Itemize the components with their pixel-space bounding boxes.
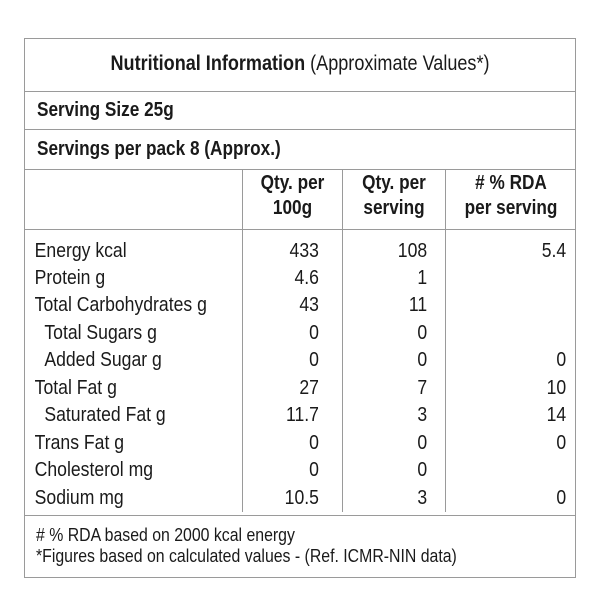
per-serving-value: 108 [397, 240, 428, 262]
nutrient-row-trans-fat [25, 430, 577, 457]
divider [25, 515, 575, 516]
nutrient-row-added-sugar [25, 347, 577, 374]
nutrient-label: Cholesterol mg [34, 459, 154, 481]
nutrient-label: Trans Fat g [34, 432, 125, 454]
per-100g-value: 11.7 [285, 404, 319, 426]
divider [25, 169, 575, 170]
rda-value: 10 [546, 377, 567, 399]
nutrient-label: Sodium mg [34, 487, 124, 509]
per-100g-value: 10.5 [284, 487, 319, 509]
panel-title-bold: Nutritional Information [110, 52, 306, 75]
nutrient-row-protein [25, 265, 577, 292]
column-header-per-100g [250, 171, 335, 229]
per-serving-value: 1 [417, 267, 428, 289]
column-header-line: Qty. per [362, 172, 426, 194]
panel-title [64, 39, 537, 91]
nutrient-label: Total Sugars g [44, 322, 157, 344]
nutrition-facts-panel [24, 38, 576, 578]
nutrient-label: Added Sugar g [44, 349, 162, 371]
rda-value: 0 [556, 349, 567, 371]
rda-value: 14 [546, 404, 567, 426]
footnote-rda: # % RDA based on 2000 kcal energy [36, 525, 295, 545]
footnote-reference: *Figures based on calculated values - (Ref. ICMR-NIN data) [36, 546, 457, 566]
column-header-line: 100g [272, 197, 313, 219]
nutrient-label: Protein g [34, 267, 106, 289]
nutrient-row-saturated-fat [25, 402, 577, 429]
column-header-rda [455, 171, 567, 229]
column-header-line: # % RDA [475, 172, 547, 194]
per-100g-value: 0 [309, 459, 319, 481]
nutrient-row-sodium [25, 485, 577, 512]
serving-size: Serving Size 25g [37, 99, 174, 121]
column-header-per-serving [350, 171, 438, 229]
nutrient-row-total-fat [25, 375, 577, 402]
nutrient-label: Total Carbohydrates g [34, 294, 207, 316]
per-100g-value: 433 [289, 240, 319, 262]
rda-value: 0 [556, 487, 567, 509]
nutrient-row-total-sugars [25, 320, 577, 347]
divider [25, 229, 575, 230]
per-serving-value: 0 [417, 432, 428, 454]
nutrient-row-cholesterol [25, 457, 577, 484]
per-serving-value: 3 [417, 487, 428, 509]
servings-per-pack: Servings per pack 8 (Approx.) [37, 138, 281, 160]
column-header-line: per serving [464, 197, 558, 219]
per-100g-value: 4.6 [294, 267, 319, 289]
per-serving-value: 0 [417, 459, 428, 481]
per-100g-value: 27 [299, 377, 319, 399]
per-serving-value: 0 [417, 349, 428, 371]
rda-value: 0 [556, 432, 567, 454]
per-serving-value: 7 [417, 377, 428, 399]
nutrient-label: Saturated Fat g [44, 404, 166, 426]
per-serving-value: 11 [408, 294, 428, 316]
per-serving-value: 3 [417, 404, 428, 426]
per-100g-value: 0 [309, 322, 319, 344]
panel-title-note: (Approximate Values*) [310, 52, 490, 75]
per-serving-value: 0 [417, 322, 428, 344]
per-100g-value: 43 [299, 294, 319, 316]
nutrient-row-total-carbohydrates [25, 292, 577, 319]
nutrient-label: Total Fat g [34, 377, 117, 399]
rda-value: 5.4 [541, 240, 567, 262]
nutrient-row-energy [25, 238, 577, 265]
per-100g-value: 0 [309, 432, 319, 454]
per-100g-value: 0 [309, 349, 319, 371]
column-header-line: Qty. per [260, 172, 325, 194]
nutrient-label: Energy kcal [34, 240, 127, 262]
column-header-line: serving [363, 197, 425, 219]
